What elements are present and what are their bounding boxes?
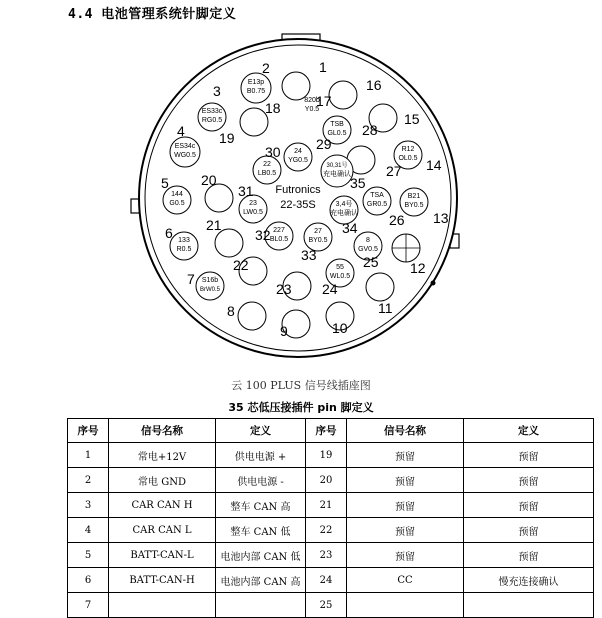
header-cell: 定义 bbox=[216, 419, 306, 443]
pin-8-contact bbox=[238, 302, 266, 330]
table-cell: 19 bbox=[306, 443, 347, 468]
pin-31-wire-tag: LW0.5 bbox=[243, 209, 263, 216]
table-cell bbox=[347, 593, 464, 618]
table-cell: BATT-CAN-L bbox=[109, 543, 216, 568]
pin-3-number: 3 bbox=[213, 83, 221, 99]
pin-33-number: 33 bbox=[301, 247, 317, 263]
pin-20-contact bbox=[205, 184, 233, 212]
table-cell: 预留 bbox=[347, 468, 464, 493]
pin-21-contact bbox=[215, 229, 243, 257]
pin-30-number: 30 bbox=[265, 144, 281, 160]
pin-6-wire-tag: R0.5 bbox=[176, 246, 192, 253]
pin-24-number: 24 bbox=[322, 281, 338, 297]
pin-24-wire-tag: WL0.5 bbox=[329, 273, 351, 280]
table-cell: CAR CAN L bbox=[109, 518, 216, 543]
pin-25-wire-tag: GV0.5 bbox=[358, 246, 378, 253]
pin-15-number: 15 bbox=[404, 111, 420, 127]
pin-6-number: 6 bbox=[165, 225, 173, 241]
pin-26-number: 26 bbox=[389, 212, 405, 228]
pin-11-contact bbox=[366, 273, 394, 301]
table-cell: CC bbox=[347, 568, 464, 593]
pin-4-wire-tag: WG0.5 bbox=[174, 152, 196, 159]
figure-caption: 云 100 PLUS 信号线插座图 bbox=[231, 379, 371, 392]
table-row bbox=[68, 518, 594, 543]
pin-16-number: 16 bbox=[366, 77, 382, 93]
pin-26-wire-tag: GR0.5 bbox=[366, 201, 388, 208]
table-cell: 预留 bbox=[464, 468, 594, 493]
pin-2-wire-tag: E13p bbox=[247, 79, 265, 86]
pin-20-number: 20 bbox=[201, 172, 217, 188]
pin-3-wire-tag: RG0.5 bbox=[201, 117, 223, 124]
table-cell: 电池内部 CAN 低 bbox=[216, 543, 306, 568]
table-cell: 供电电源 - bbox=[216, 468, 306, 493]
table-cell: 预留 bbox=[347, 443, 464, 468]
table-row bbox=[68, 568, 594, 593]
pin-22-number: 22 bbox=[233, 257, 249, 273]
table-cell: 24 bbox=[306, 568, 347, 593]
pin-3-wire-tag: ES33c bbox=[201, 108, 223, 115]
table-header-row bbox=[68, 419, 594, 443]
pin-35-wire-tag: 30,31号 bbox=[326, 163, 348, 169]
pin-10-number: 10 bbox=[332, 320, 348, 336]
model-text: 22-35S bbox=[280, 199, 316, 211]
pin-32-number: 32 bbox=[255, 227, 271, 243]
table-cell: 预留 bbox=[464, 543, 594, 568]
table-cell: 预留 bbox=[347, 543, 464, 568]
pin-30-wire-tag: LB0.5 bbox=[257, 170, 277, 177]
table-cell bbox=[464, 593, 594, 618]
pin-29-number: 29 bbox=[316, 136, 332, 152]
table-title: 35 芯低压接插件 pin 脚定义 bbox=[228, 401, 374, 414]
pin-27-number: 27 bbox=[386, 163, 402, 179]
pin-14-wire-tag: OL0.5 bbox=[398, 155, 418, 162]
table-row bbox=[68, 443, 594, 468]
table-cell: 2 bbox=[68, 468, 109, 493]
pin-30-wire-tag: 22 bbox=[263, 161, 271, 168]
pin-32-wire-tag: BL0.5 bbox=[269, 236, 289, 243]
pin-21-number: 21 bbox=[206, 217, 222, 233]
table-cell: 预留 bbox=[347, 493, 464, 518]
pin-2-wire-tag: B0.75 bbox=[246, 88, 266, 95]
pin-13-number: 13 bbox=[433, 210, 449, 226]
pin-35-wire-tag: 充电确认 bbox=[323, 171, 351, 178]
table-cell: 5 bbox=[68, 543, 109, 568]
pin-29-wire-tag: 24 bbox=[294, 148, 302, 155]
table-row bbox=[68, 493, 594, 518]
table-cell: 20 bbox=[306, 468, 347, 493]
pin-35-number: 35 bbox=[350, 175, 366, 191]
pin-7-wire-tag: BrW0.5 bbox=[199, 287, 221, 293]
pin-18-number: 18 bbox=[265, 100, 281, 116]
pin-33-wire-tag: 27 bbox=[314, 228, 322, 235]
pin-14-wire-tag: R12 bbox=[401, 146, 415, 153]
pin-17-wire-tag: Y0.5 bbox=[304, 106, 320, 113]
table-row bbox=[68, 593, 594, 618]
pin-25-number: 25 bbox=[363, 254, 379, 270]
table-cell: 预留 bbox=[464, 518, 594, 543]
pin-34-number: 34 bbox=[342, 220, 358, 236]
pin-4-wire-tag: ES34c bbox=[174, 143, 196, 150]
pin-24-wire-tag: 55 bbox=[336, 264, 344, 271]
pin-28-wire-tag: GL0.5 bbox=[327, 130, 347, 137]
table-cell: 整车 CAN 高 bbox=[216, 493, 306, 518]
table-cell: 1 bbox=[68, 443, 109, 468]
table-cell: 7 bbox=[68, 593, 109, 618]
pin-4-number: 4 bbox=[177, 123, 185, 139]
table-cell: 常电+12V bbox=[109, 443, 216, 468]
header-cell: 序号 bbox=[68, 419, 109, 443]
table-cell: 6 bbox=[68, 568, 109, 593]
pin-8-number: 8 bbox=[227, 303, 235, 319]
pin-26-wire-tag: TSA bbox=[370, 192, 384, 199]
pin-7-number: 7 bbox=[187, 271, 195, 287]
pin-17-number: 17 bbox=[316, 93, 332, 109]
header-cell: 定义 bbox=[464, 419, 594, 443]
pin-1-contact bbox=[282, 72, 310, 100]
pin-5-number: 5 bbox=[161, 175, 169, 191]
pin-6-wire-tag: 133 bbox=[178, 237, 190, 244]
orientation-dot bbox=[431, 281, 436, 286]
table-cell: 3 bbox=[68, 493, 109, 518]
pin-9-number: 9 bbox=[280, 323, 288, 339]
pin-19-number: 19 bbox=[219, 130, 235, 146]
header-cell: 序号 bbox=[306, 419, 347, 443]
pin-33-wire-tag: BY0.5 bbox=[308, 237, 328, 244]
table-cell: 常电 GND bbox=[109, 468, 216, 493]
table-cell: 慢充连接确认 bbox=[464, 568, 594, 593]
table-cell: 整车 CAN 低 bbox=[216, 518, 306, 543]
pin-18-contact bbox=[240, 108, 268, 136]
pin-34-wire-tag: 充电确认 bbox=[330, 210, 358, 217]
table-row bbox=[68, 468, 594, 493]
table-cell bbox=[216, 593, 306, 618]
header-cell: 信号名称 bbox=[347, 419, 464, 443]
pin-13-wire-tag: BY0.5 bbox=[404, 202, 424, 209]
pin-5-wire-tag: 144 bbox=[171, 191, 183, 198]
table-cell: 4 bbox=[68, 518, 109, 543]
table-cell bbox=[109, 593, 216, 618]
pin-7-wire-tag: S16b bbox=[201, 277, 219, 284]
table-cell: CAR CAN H bbox=[109, 493, 216, 518]
table-cell: 25 bbox=[306, 593, 347, 618]
table-cell: 供电电源 + bbox=[216, 443, 306, 468]
table-cell: 22 bbox=[306, 518, 347, 543]
table-cell: 电池内部 CAN 高 bbox=[216, 568, 306, 593]
table-cell: BATT-CAN-H bbox=[109, 568, 216, 593]
brand-text: Futronics bbox=[275, 184, 321, 196]
pin-11-number: 11 bbox=[378, 300, 393, 316]
section-heading: 4.4 电池管理系统针脚定义 bbox=[68, 7, 237, 22]
pin-16-contact bbox=[329, 81, 357, 109]
pin-28-number: 28 bbox=[362, 122, 378, 138]
table-row bbox=[68, 543, 594, 568]
pin-2-number: 2 bbox=[262, 60, 270, 76]
pin-13-wire-tag: B21 bbox=[407, 193, 421, 200]
header-cell: 信号名称 bbox=[109, 419, 216, 443]
pin-34-wire-tag: 3,4号 bbox=[335, 201, 353, 208]
table-cell: 预留 bbox=[347, 518, 464, 543]
pin-29-wire-tag: YG0.5 bbox=[288, 157, 308, 164]
table-cell: 预留 bbox=[464, 443, 594, 468]
pin-23-number: 23 bbox=[276, 281, 292, 297]
table-cell: 预留 bbox=[464, 493, 594, 518]
pin-31-number: 31 bbox=[238, 183, 254, 199]
table-cell: 23 bbox=[306, 543, 347, 568]
pin-definition-table bbox=[67, 418, 594, 618]
pin-12-number: 12 bbox=[410, 260, 426, 276]
pin-17-wire-tag: 820b bbox=[304, 97, 320, 104]
pin-14-number: 14 bbox=[426, 157, 442, 173]
table-cell: 21 bbox=[306, 493, 347, 518]
pin-5-wire-tag: G0.5 bbox=[169, 200, 185, 207]
pin-28-wire-tag: TSB bbox=[330, 121, 344, 128]
pin-31-wire-tag: 23 bbox=[249, 200, 257, 207]
pin-25-wire-tag: 8 bbox=[366, 237, 370, 244]
pin-32-wire-tag: 227 bbox=[273, 227, 285, 234]
pin-1-number: 1 bbox=[319, 59, 327, 75]
